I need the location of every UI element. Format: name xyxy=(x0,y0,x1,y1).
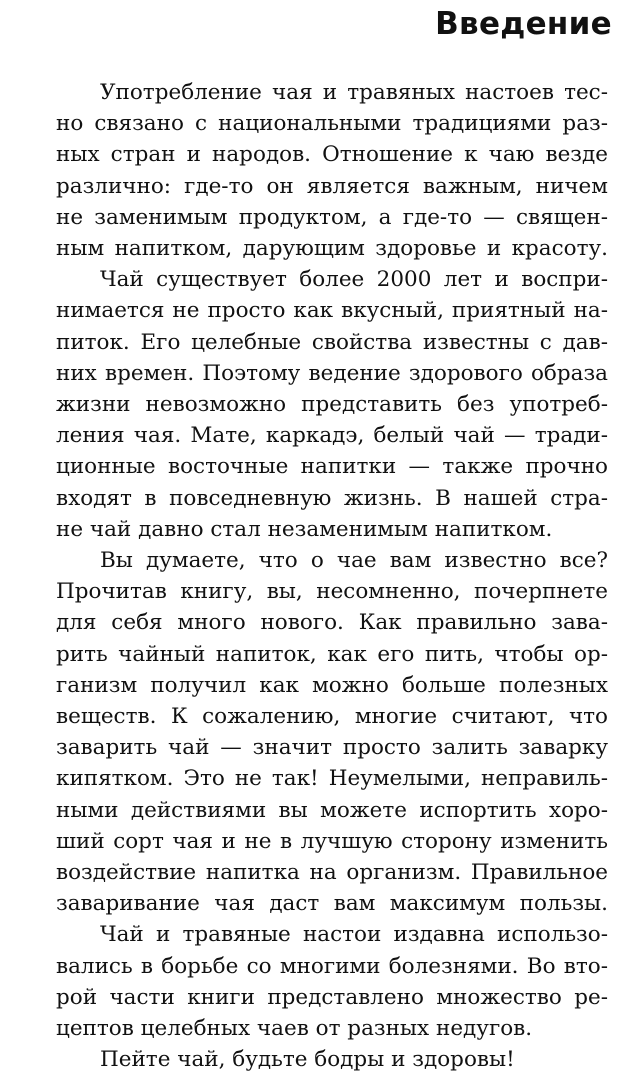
text-line: нимается не просто как вкусный, приятный на- xyxy=(56,298,608,324)
paragraph-4 xyxy=(12,919,608,1044)
text-line: ными действиями вы можете испортить хоро- xyxy=(56,797,608,823)
text-line: вались в борьбе со многими болезнями. Во вто- xyxy=(56,953,608,979)
text-line: кипятком. Это не так! Неумелыми, неправиль- xyxy=(56,766,608,792)
text-line: ления чая. Мате, каркадэ, белый чай — тради- xyxy=(56,423,608,449)
text-line: не заменимым продуктом, а где-то — священ- xyxy=(56,204,608,230)
text-line: Употребление чая и травяных настоев тес- xyxy=(100,80,608,105)
text-line: заварить чай — значит просто залить заварку xyxy=(56,735,608,761)
text-line: цептов целебных чаев от разных недугов. xyxy=(56,1016,533,1042)
text-line: жизни невозможно представить без употреб- xyxy=(56,392,608,418)
text-line: питок. Его целебные свойства известны с дав- xyxy=(56,329,608,355)
text-line: не чай давно стал незаменимым напитком. xyxy=(56,516,553,542)
text-line: Пейте чай, будьте бодры и здоровы! xyxy=(100,1047,515,1073)
text-line: Чай существует более 2000 лет и воспри- xyxy=(100,267,608,293)
paragraph-3 xyxy=(12,545,608,919)
text-line: воздействие напитка на организм. Правильное xyxy=(56,860,608,886)
text-line: ший сорт чая и не в лучшую сторону изменить xyxy=(56,828,608,854)
text-line: Прочитав книгу, вы, несомненно, почерпнете xyxy=(56,579,608,605)
text-line: ганизм получил как можно больше полезных xyxy=(56,672,608,698)
text-line: ных стран и народов. Отношение к чаю везде xyxy=(56,142,608,168)
text-line: Чай и травяные настои издавна использо- xyxy=(100,922,608,948)
text-line: них времен. Поэтому ведение здорового образа xyxy=(56,360,608,386)
paragraph-5 xyxy=(12,1044,608,1075)
chapter-title: Введение xyxy=(435,6,612,42)
text-line: ным напитком, дарующим здоровье и красоту. xyxy=(56,236,608,262)
text-line: заваривание чая даст вам максимум пользы. xyxy=(56,891,608,917)
chapter-body xyxy=(12,77,608,1076)
paragraph-2 xyxy=(12,264,608,545)
paragraph-1 xyxy=(12,77,608,264)
text-line: для себя много нового. Как правильно зава- xyxy=(56,610,608,636)
text-line: входят в повседневную жизнь. В нашей стра- xyxy=(56,485,608,511)
text-line: ционные восточные напитки — также прочно xyxy=(56,454,608,480)
text-line: веществ. К сожалению, многие считают, что xyxy=(56,704,608,730)
text-line: но связано с национальными традициями раз- xyxy=(56,111,608,137)
text-line: различно: где-то он является важным, ничем xyxy=(56,173,608,199)
text-line: рить чайный напиток, как его пить, чтобы ор- xyxy=(56,641,608,667)
text-line: рой части книги представлено множество ре- xyxy=(56,984,608,1010)
text-line: Вы думаете, что о чае вам известно все? xyxy=(100,548,608,574)
